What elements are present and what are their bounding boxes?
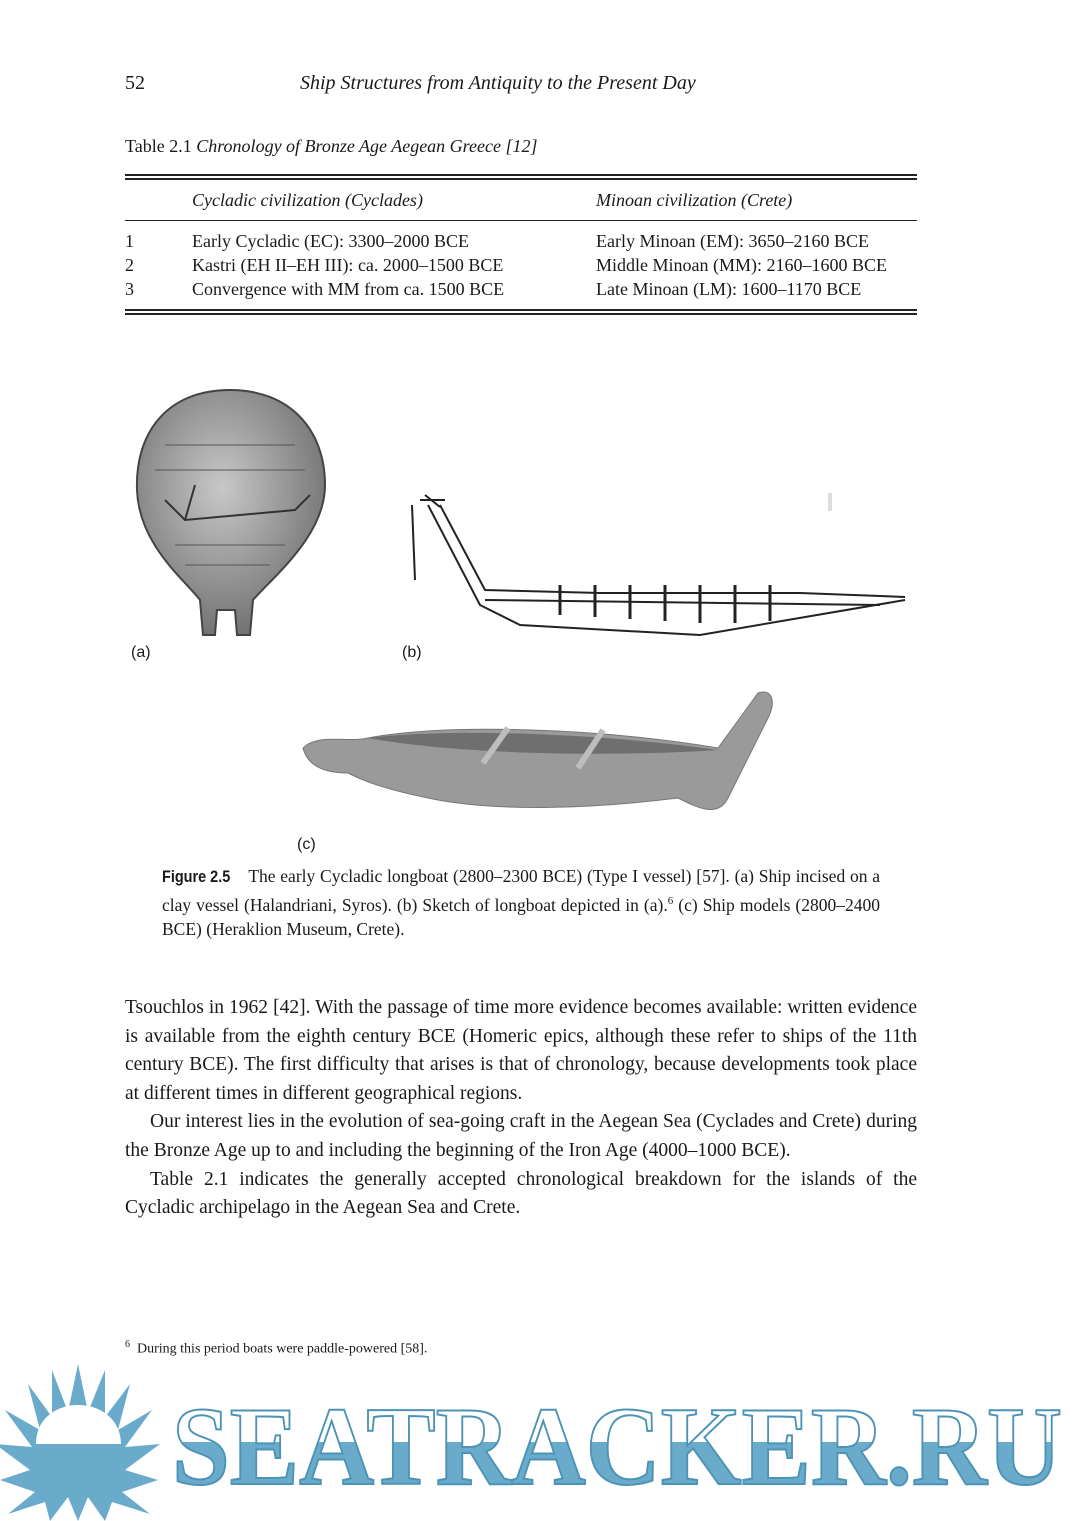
- table-title: Chronology of Bronze Age Aegean Greece [12]: [196, 136, 538, 156]
- caption-text: (c) Ship models (2800–2400 BCE) (Heraklion Museum, Crete).: [162, 894, 880, 939]
- table-cell: 2: [125, 255, 134, 275]
- table-cell: Early Minoan (EM): 3650–2160 BCE: [596, 231, 869, 251]
- table-bottom-rule: [125, 309, 917, 311]
- footnote-text: During this period boats were paddle-powered [58].: [137, 1341, 428, 1357]
- sun-icon: [0, 1364, 160, 1521]
- table-caption: [125, 136, 538, 157]
- page-number: 52: [125, 72, 145, 94]
- table-bottom-rule-2: [125, 313, 917, 315]
- watermark-logo: [0, 1362, 1080, 1521]
- table-label: Table 2.1: [125, 136, 192, 156]
- table-cell: Kastri (EH II–EH III): ca. 2000–1500 BCE: [192, 255, 504, 275]
- paragraph: Table 2.1 indicates the generally accepted chronological breakdown for the islands of the Cycladic archipelago in the Aegean Sea and Crete.: [125, 1168, 917, 1219]
- paragraph: Tsouchlos in 1962 [42]. With the passage of time more evidence becomes available: written evidence is available from the eighth century BCE (Homeric epics, although these refer to ships of the 11th century BCE). The first difficulty that arises is that of chronology, because developments took place at different times in different geographical regions.: [125, 997, 917, 1104]
- table-cell: Early Cycladic (EC): 3300–2000 BCE: [192, 231, 469, 251]
- table-cell: 1: [125, 231, 134, 251]
- figure-caption: [162, 864, 880, 941]
- figure-label-c: (c): [297, 836, 316, 853]
- table-header: Cycladic civilization (Cyclades): [192, 190, 423, 210]
- table-cell: 3: [125, 279, 134, 299]
- table-cell: Convergence with MM from ca. 1500 BCE: [192, 279, 505, 299]
- footnote: [125, 1339, 427, 1358]
- paragraph: Our interest lies in the evolution of sea-going craft in the Aegean Sea (Cyclades and Crete) during the Bronze Age up to and including the beginning of the Iron Age (4000–1000 BCE).: [125, 1111, 917, 1161]
- caption-label: Figure 2.5: [162, 867, 231, 886]
- table-top-rule-2: [125, 178, 917, 180]
- caption-text: The early Cycladic longboat (2800–2300 BCE) (Type I vessel) [57]. (a) Ship incised on a clay vessel (Halandriani, Syros). (b) Sketch of longboat depicted in (a).: [162, 866, 880, 915]
- table-cell: Middle Minoan (MM): 2160–1600 BCE: [596, 255, 887, 275]
- longboat-sketch-image: [400, 485, 915, 640]
- table-cell: Late Minoan (LM): 1600–1170 BCE: [596, 279, 862, 299]
- table-header: Minoan civilization (Crete): [596, 190, 793, 210]
- running-title: Ship Structures from Antiquity to the Present Day: [300, 72, 696, 94]
- footnote-mark: 6: [125, 1339, 130, 1350]
- footnote-ref[interactable]: 6: [667, 895, 674, 907]
- table-top-rule: [125, 174, 917, 176]
- ship-model-image: [298, 688, 778, 828]
- figure-label-b: (b): [402, 644, 422, 661]
- watermark-text: SEATRACKER.RU: [172, 1385, 1062, 1509]
- table-header-rule: [125, 220, 917, 221]
- body-text: [125, 994, 917, 1223]
- clay-vessel-image: [125, 385, 335, 640]
- figure-label-a: (a): [131, 644, 151, 661]
